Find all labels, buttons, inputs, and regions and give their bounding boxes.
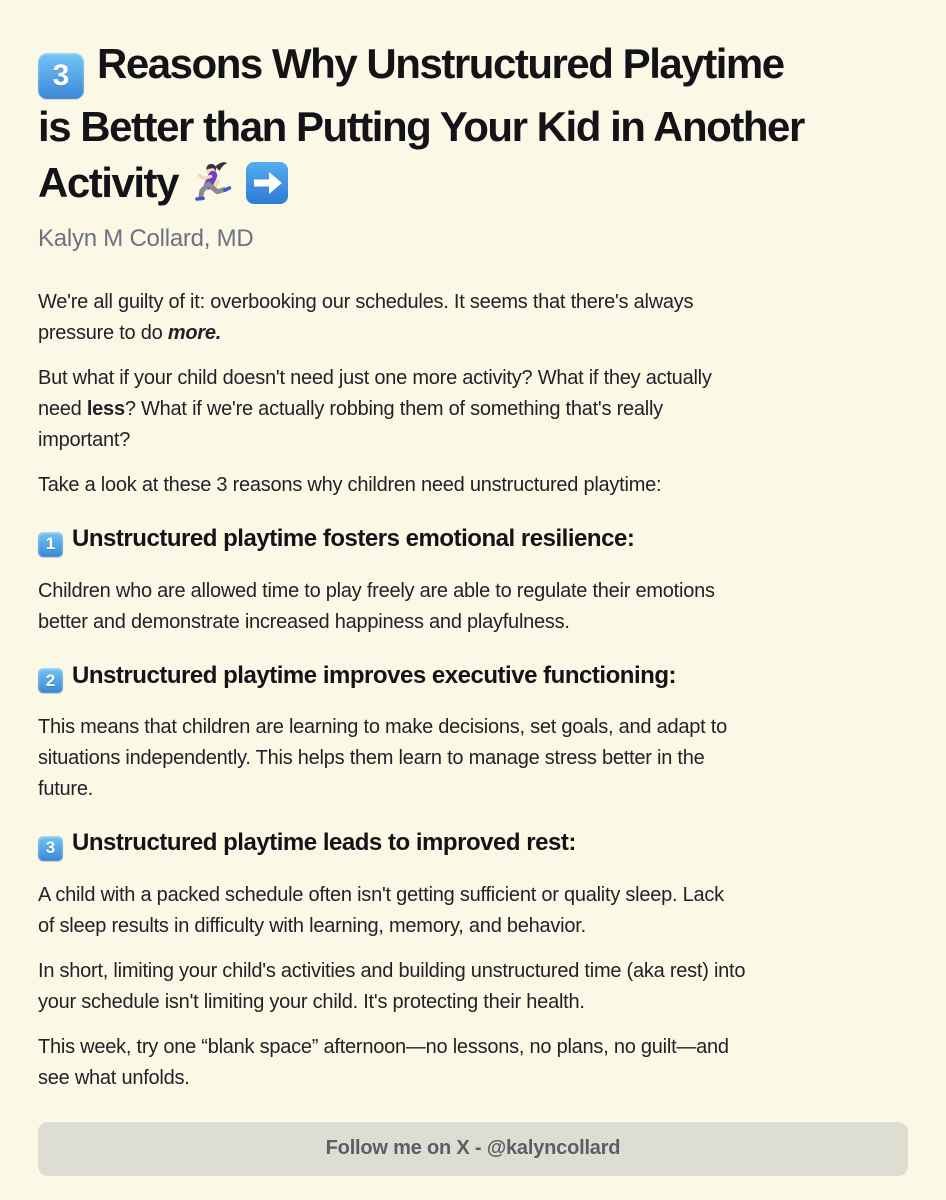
keycap-2-icon: 2 (38, 668, 63, 693)
text-segment: Children who are allowed time to play freely are able to regulate their emotions (38, 579, 715, 602)
paragraph (38, 1032, 908, 1094)
title-line-1 (38, 36, 908, 99)
title-text: Activity (38, 159, 178, 206)
section-heading-text: Unstructured playtime fosters emotional resilience: (72, 525, 635, 552)
text-segment: future. (38, 778, 94, 800)
text-segment: In short, limiting your child's activities and building unstructured time (aka rest) into (38, 959, 746, 982)
paragraph (38, 712, 908, 805)
title-line-2 (38, 99, 908, 155)
paragraph-line (38, 911, 908, 942)
paragraph-line (38, 880, 908, 911)
paragraph-line (38, 287, 908, 318)
follow-button[interactable]: Follow me on X - @kalyncollard (38, 1122, 908, 1176)
paragraph-line (38, 712, 908, 743)
paragraph-line (38, 576, 908, 607)
section-heading-text: Unstructured playtime leads to improved rest: (72, 829, 576, 856)
text-segment: see what unfolds. (38, 1066, 190, 1089)
paragraph-line (38, 743, 908, 774)
right-arrow-emoji-icon (245, 161, 289, 205)
title-text: Reasons Why Unstructured Playtime (97, 40, 784, 87)
paragraph-line (38, 1032, 908, 1063)
author-byline: Kalyn M Collard, MD (38, 225, 254, 252)
section-heading (38, 829, 908, 861)
section-heading-text: Unstructured playtime improves executive functioning: (72, 661, 677, 689)
text-segment: your schedule isn't limiting your child. It's protecting their health. (38, 990, 585, 1013)
text-segment: But what if your child doesn't need just one more activity? What if they actually (38, 367, 712, 389)
paragraph-line (38, 1063, 908, 1094)
post-title (38, 36, 908, 211)
text-segment: less (86, 398, 125, 420)
section-heading (38, 525, 908, 557)
text-segment: better and demonstrate increased happiness and playfulness. (38, 610, 570, 633)
paragraph-line (38, 987, 908, 1018)
keycap-3-icon: 3 (38, 836, 63, 861)
post-body (38, 287, 908, 1094)
keycap-1-icon: 1 (38, 532, 63, 557)
paragraph-line (38, 394, 908, 425)
paragraph (38, 363, 908, 456)
keycap-3-icon: 3 (38, 53, 84, 99)
paragraph (38, 956, 908, 1018)
paragraph (38, 287, 908, 349)
paragraph (38, 576, 908, 638)
paragraph-line (38, 607, 908, 638)
section-heading (38, 662, 908, 694)
paragraph-line (38, 774, 908, 805)
paragraph-line (38, 425, 908, 456)
text-segment: ? What if we're actually robbing them of something that's really (124, 398, 663, 420)
text-segment: A child with a packed schedule often isn't getting sufficient or quality sleep. Lack (38, 883, 724, 906)
woman-running-emoji-icon (192, 161, 236, 205)
text-segment: more. (167, 322, 222, 344)
text-segment: of sleep results in difficulty with learning, memory, and behavior. (38, 914, 586, 937)
paragraph (38, 880, 908, 942)
title-line-3 (38, 155, 908, 211)
text-segment: need (38, 398, 87, 420)
text-segment: situations independently. This helps them learn to manage stress better in the (38, 747, 705, 769)
paragraph-line (38, 956, 908, 987)
text-segment: This week, try one “blank space” afternoon—no lessons, no plans, no guilt—and (38, 1035, 729, 1058)
paragraph-line (38, 318, 908, 349)
text-segment: This means that children are learning to make decisions, set goals, and adapt to (38, 716, 727, 738)
text-segment: pressure to do (38, 322, 168, 344)
text-segment: We're all guilty of it: overbooking our schedules. It seems that there's always (38, 291, 694, 313)
paragraph-line (38, 470, 908, 501)
text-segment: Take a look at these 3 reasons why children need unstructured playtime: (38, 474, 662, 496)
paragraph (38, 470, 908, 501)
title-text: is Better than Putting Your Kid in Another (38, 103, 804, 150)
text-segment: important? (38, 429, 131, 451)
paragraph-line (38, 363, 908, 394)
